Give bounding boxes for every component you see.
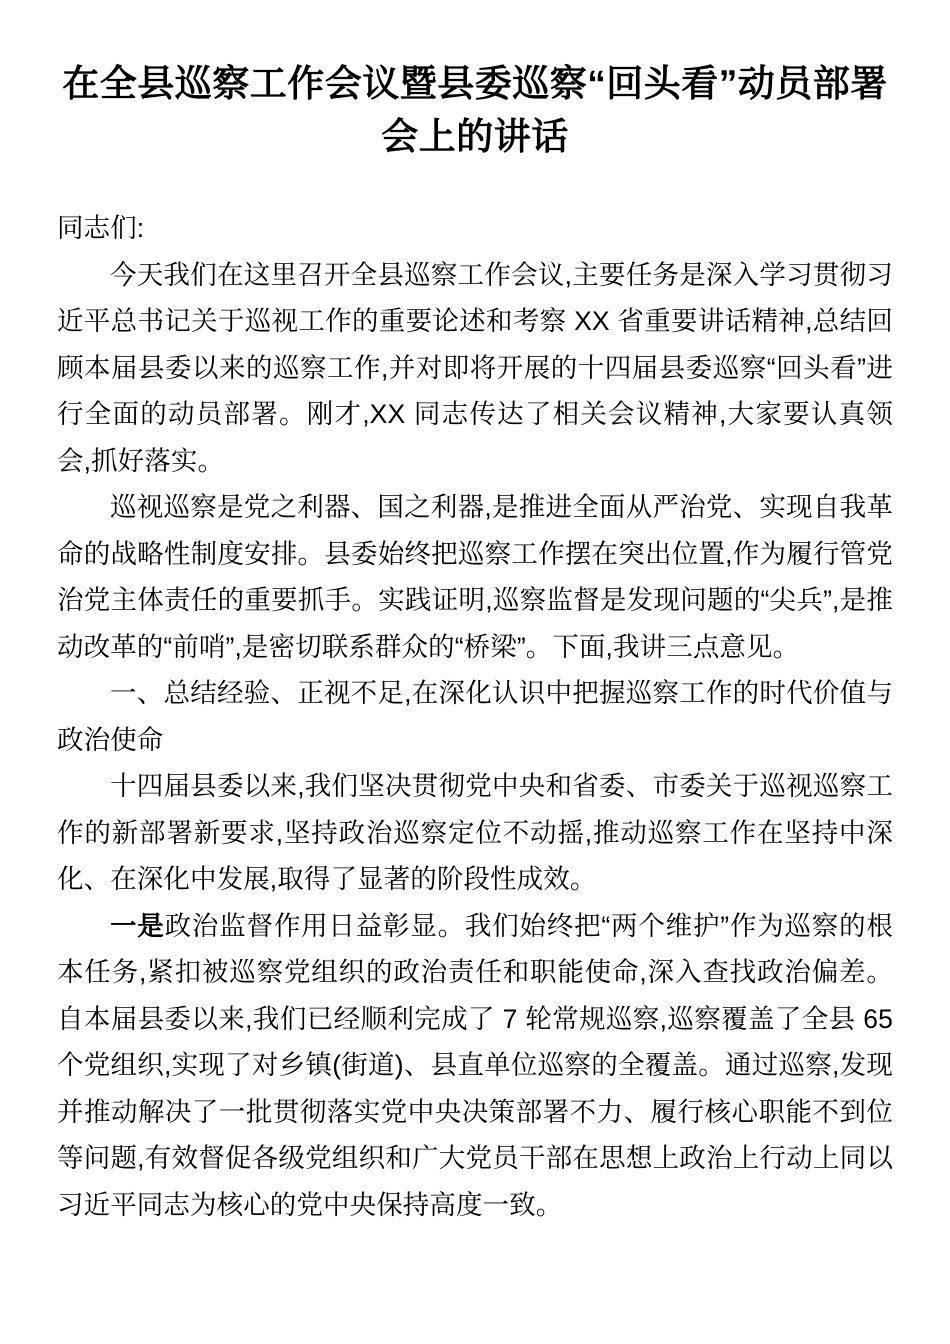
section-heading-1: 一、总结经验、正视不足,在深化认识中把握巡察工作的时代价值与政治使命 [57,678,893,755]
body-paragraph-4 [57,903,893,1229]
salutation-paragraph: 同志们: [57,213,145,243]
body-paragraph-4-text: 政治监督作用日益彰显。我们始终把“两个维护”作为巡察的根本任务,紧扣被巡察党组织的政治责任和职能使命,深入查找政治偏差。自本届县委以来,我们已经顺利完成了 7 轮常规巡察,巡察覆盖了全县 65 个党组织,实现了对乡镇(街道)、县直单位巡察的全覆盖。通过巡察,发现并推动解决了一批贯彻落实党中央决策部署不力、履行核心职能不到位等问题,有效督促各级党组织和广大党员干部在思想上政治上行动上同以习近平同志为核心的党中央保持高度一致。 [57,910,893,1220]
body-paragraph-3: 十四届县委以来,我们坚决贯彻党中央和省委、市委关于巡视巡察工作的新部署新要求,坚持政治巡察定位不动摇,推动巡察工作在坚持中深化、在深化中发展,取得了显著的阶段性成效。 [57,771,893,894]
page-title: 在全县巡察工作会议暨县委巡察“回头看”动员部署会上的讲话 [62,63,888,157]
body-paragraph-2: 巡视巡察是党之利器、国之利器,是推进全面从严治党、实现自我革命的战略性制度安排。县委始终把巡察工作摆在突出位置,作为履行管党治党主体责任的重要抓手。实践证明,巡察监督是发现问题的“尖兵”,是推动改革的“前哨”,是密切联系群众的“桥梁”。下面,我讲三点意见。 [57,492,893,662]
document-body [57,205,893,1228]
body-paragraph-1: 今天我们在这里召开全县巡察工作会议,主要任务是深入学习贯彻习近平总书记关于巡视工作的重要论述和考察 XX 省重要讲话精神,总结回顾本届县委以来的巡察工作,并对即将开展的十四届县委巡察“回头看”进行全面的动员部署。刚才,XX 同志传达了相关会议精神,大家要认真领会,抓好落实。 [57,259,893,476]
body-paragraph-4-lead: 一是 [110,910,165,941]
